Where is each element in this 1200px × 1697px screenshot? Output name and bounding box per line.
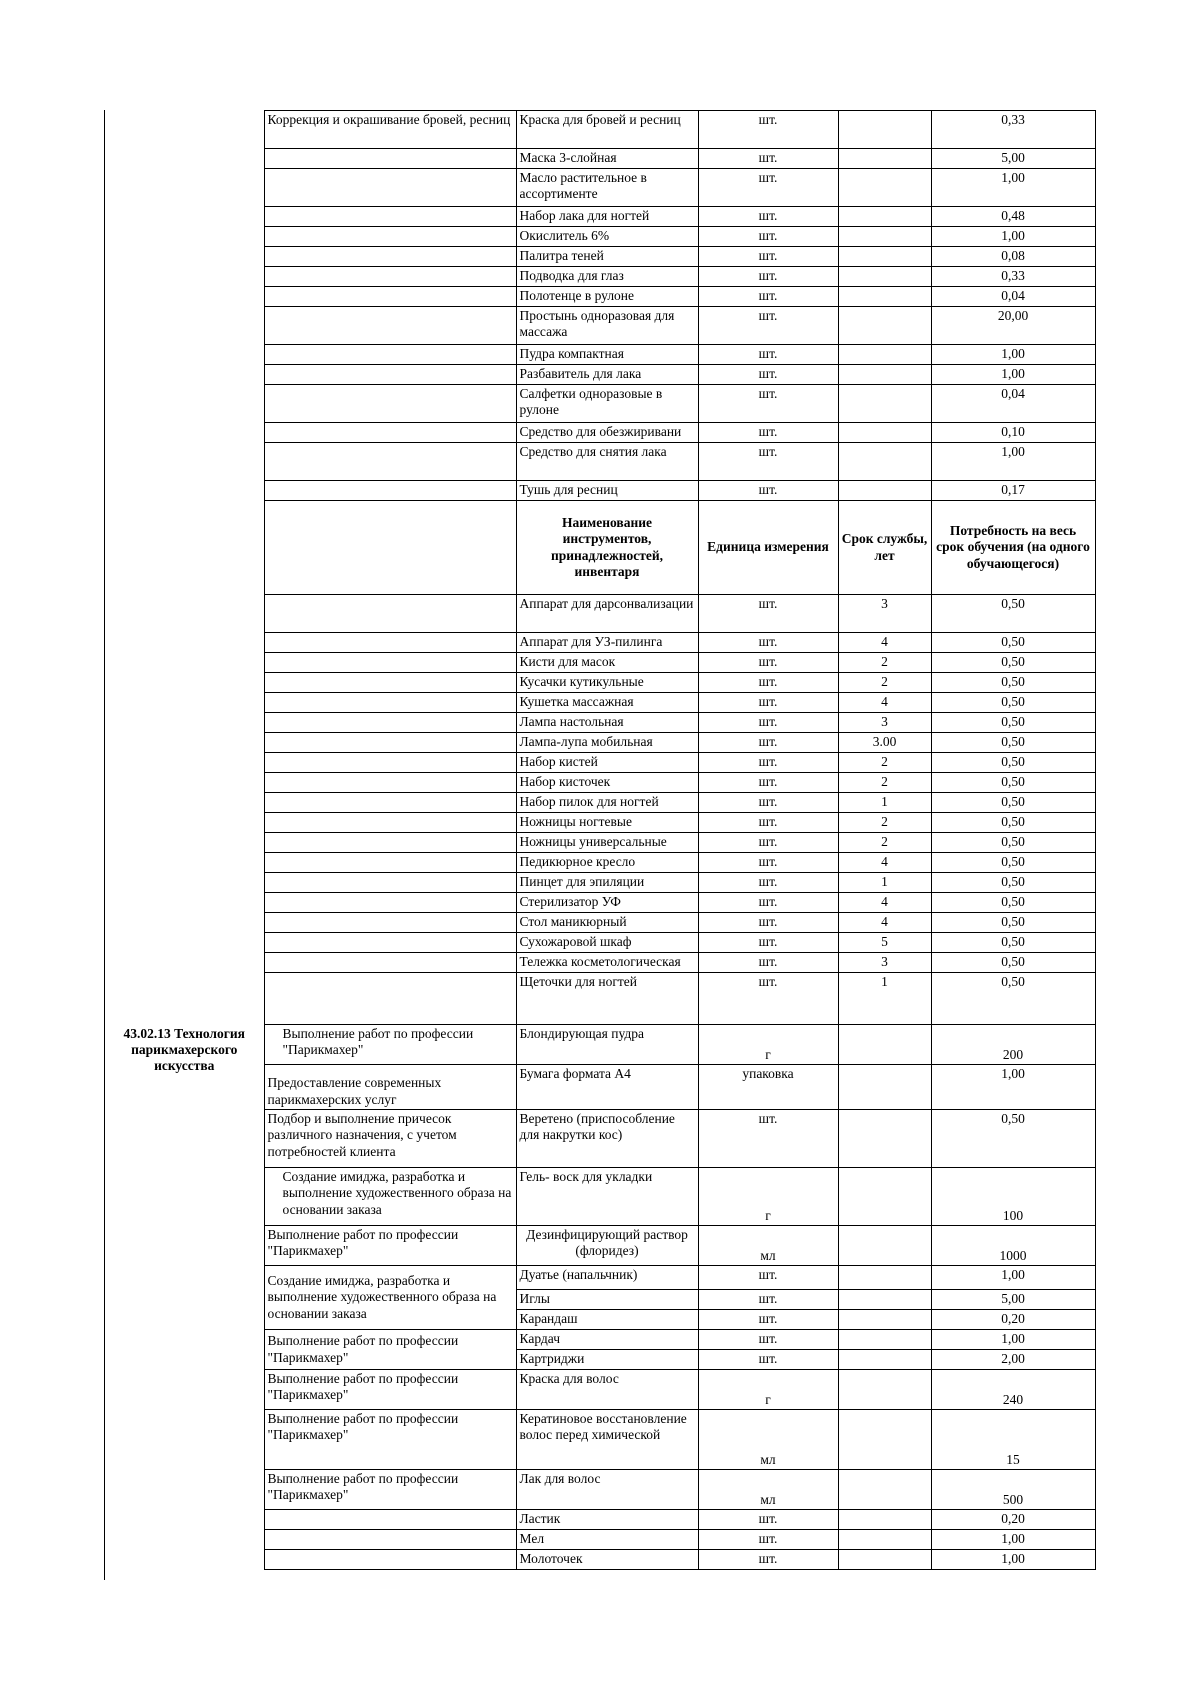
activity-cell [264, 227, 516, 247]
unit-cell: шт. [698, 227, 838, 247]
item-cell: Окислитель 6% [516, 227, 698, 247]
life-cell: 4 [838, 853, 931, 873]
item-cell: Карандаш [516, 1310, 698, 1330]
unit-cell: шт. [698, 813, 838, 833]
need-cell: 100 [931, 1168, 1095, 1226]
activity-cell [264, 149, 516, 169]
activity-cell [264, 443, 516, 481]
need-cell: 1,00 [931, 227, 1095, 247]
life-cell [838, 307, 931, 345]
header-unit: Единица измерения [698, 501, 838, 595]
life-cell [838, 111, 931, 149]
need-cell: 0,50 [931, 693, 1095, 713]
item-cell: Кусачки кутикульные [516, 673, 698, 693]
table-row [105, 111, 1095, 149]
life-cell [838, 1025, 931, 1065]
life-cell [838, 385, 931, 423]
life-cell: 5 [838, 933, 931, 953]
need-cell: 15 [931, 1410, 1095, 1470]
item-cell: Лампа настольная [516, 713, 698, 733]
life-cell [838, 1350, 931, 1370]
life-cell: 1 [838, 873, 931, 893]
item-cell: Маска 3-слойная [516, 149, 698, 169]
life-cell [838, 345, 931, 365]
activity-cell: Создание имиджа, разработка и выполнение художественного образа на основании заказа [264, 1266, 516, 1330]
activity-cell: Коррекция и окрашивание бровей, ресниц [264, 111, 516, 149]
unit-cell: г [698, 1168, 838, 1226]
life-cell [838, 287, 931, 307]
table-row [105, 287, 1095, 307]
unit-cell: шт. [698, 365, 838, 385]
item-cell: Пинцет для эпиляции [516, 873, 698, 893]
need-cell: 1,00 [931, 1330, 1095, 1350]
unit-cell: г [698, 1025, 838, 1065]
item-cell: Стол маникюрный [516, 913, 698, 933]
section-code: 43.02.13 Технология парикмахерского искусства [123, 1025, 245, 1074]
activity-cell: Предоставление современных парикмахерских услуг [264, 1065, 516, 1110]
unit-cell: шт. [698, 1350, 838, 1370]
need-cell: 0,50 [931, 595, 1095, 633]
unit-cell: шт. [698, 793, 838, 813]
item-cell: Иглы [516, 1290, 698, 1310]
unit-cell: шт. [698, 773, 838, 793]
activity-cell [264, 169, 516, 207]
need-cell: 0,50 [931, 833, 1095, 853]
activity-cell [264, 287, 516, 307]
table-row [105, 813, 1095, 833]
unit-cell: шт. [698, 307, 838, 345]
need-cell: 0,50 [931, 813, 1095, 833]
unit-cell: шт. [698, 443, 838, 481]
unit-cell: шт. [698, 953, 838, 973]
life-cell: 4 [838, 693, 931, 713]
life-cell: 1 [838, 973, 931, 1025]
need-cell: 1,00 [931, 169, 1095, 207]
life-cell [838, 1510, 931, 1530]
activity-cell: Выполнение работ по профессии "Парикмахер" [264, 1226, 516, 1266]
need-cell: 1,00 [931, 1266, 1095, 1290]
item-cell: Разбавитель для лака [516, 365, 698, 385]
activity-cell: Выполнение работ по профессии "Парикмахер" [264, 1470, 516, 1510]
need-cell: 1,00 [931, 1065, 1095, 1110]
unit-cell: упаковка [698, 1065, 838, 1110]
item-cell: Набор лака для ногтей [516, 207, 698, 227]
table-row [105, 307, 1095, 345]
unit-cell: шт. [698, 1266, 838, 1290]
need-cell: 0,17 [931, 481, 1095, 501]
unit-cell: шт. [698, 111, 838, 149]
life-cell [838, 1330, 931, 1350]
table-row [105, 423, 1095, 443]
activity-cell [264, 385, 516, 423]
unit-cell: шт. [698, 1330, 838, 1350]
activity-cell [264, 481, 516, 501]
table-row [105, 227, 1095, 247]
unit-cell: шт. [698, 633, 838, 653]
table-row [105, 345, 1095, 365]
life-cell [838, 1065, 931, 1110]
item-cell: Ножницы универсальные [516, 833, 698, 853]
life-cell: 3.00 [838, 733, 931, 753]
item-cell: Полотенце в рулоне [516, 287, 698, 307]
life-cell [838, 481, 931, 501]
item-cell: Набор пилок для ногтей [516, 793, 698, 813]
life-cell [838, 227, 931, 247]
need-cell: 0,50 [931, 673, 1095, 693]
unit-cell: шт. [698, 481, 838, 501]
life-cell [838, 1110, 931, 1168]
need-cell: 0,50 [931, 853, 1095, 873]
header-empty-cell [264, 501, 516, 595]
activity-cell: Подбор и выполнение причесок различного назначения, с учетом потребностей клиента [264, 1110, 516, 1168]
unit-cell: мл [698, 1226, 838, 1266]
need-cell: 0,04 [931, 287, 1095, 307]
life-cell [838, 267, 931, 287]
item-cell: Подводка для глаз [516, 267, 698, 287]
item-cell: Краска для бровей и ресниц [516, 111, 698, 149]
life-cell [838, 423, 931, 443]
need-cell: 0,50 [931, 793, 1095, 813]
item-cell: Салфетки одноразовые в рулоне [516, 385, 698, 423]
header-need: Потребность на весь срок обучения (на одного обучающегося) [931, 501, 1095, 595]
item-cell: Простынь одноразовая для массажа [516, 307, 698, 345]
need-cell: 0,48 [931, 207, 1095, 227]
life-cell [838, 365, 931, 385]
unit-cell: шт. [698, 1290, 838, 1310]
activity-cell [264, 247, 516, 267]
need-cell: 20,00 [931, 307, 1095, 345]
need-cell: 0,50 [931, 653, 1095, 673]
table-row [105, 973, 1095, 1025]
activity-cell [264, 267, 516, 287]
unit-cell: шт. [698, 345, 838, 365]
table-row [105, 893, 1095, 913]
table-row [105, 873, 1095, 893]
unit-cell: шт. [698, 385, 838, 423]
activity-cell [264, 1510, 516, 1530]
item-cell: Кушетка массажная [516, 693, 698, 713]
unit-cell: шт. [698, 713, 838, 733]
need-cell: 0,50 [931, 913, 1095, 933]
table-row [105, 853, 1095, 873]
life-cell [838, 1410, 931, 1470]
activity-cell: Выполнение работ по профессии "Парикмахер" [264, 1025, 516, 1065]
need-cell: 1,00 [931, 345, 1095, 365]
unit-cell: шт. [698, 913, 838, 933]
unit-cell: шт. [698, 693, 838, 713]
unit-cell: шт. [698, 653, 838, 673]
need-cell: 1,00 [931, 365, 1095, 385]
need-cell: 0,33 [931, 111, 1095, 149]
need-cell: 0,50 [931, 773, 1095, 793]
table-row [105, 633, 1095, 653]
item-cell: Аппарат для дарсонвализации [516, 595, 698, 633]
need-cell: 1000 [931, 1226, 1095, 1266]
table-row [105, 913, 1095, 933]
life-cell: 2 [838, 753, 931, 773]
item-cell: Дезинфицирующий раствор (флоридез) [516, 1226, 698, 1266]
activity-cell: Создание имиджа, разработка и выполнение художественного образа на основании заказа [264, 1168, 516, 1226]
unit-cell: шт. [698, 1550, 838, 1570]
unit-cell: шт. [698, 169, 838, 207]
item-cell: Мел [516, 1530, 698, 1550]
life-cell: 4 [838, 633, 931, 653]
need-cell: 0,50 [931, 633, 1095, 653]
need-cell: 1,00 [931, 1550, 1095, 1570]
item-cell: Тележка косметологическая [516, 953, 698, 973]
table-row [105, 207, 1095, 227]
item-cell: Ножницы ногтевые [516, 813, 698, 833]
need-cell: 0,50 [931, 733, 1095, 753]
item-cell: Сухожаровой шкаф [516, 933, 698, 953]
need-cell: 0,20 [931, 1310, 1095, 1330]
activity-cell [264, 365, 516, 385]
item-cell: Дуатье (напальчник) [516, 1266, 698, 1290]
activity-cell [264, 1550, 516, 1570]
need-cell: 0,50 [931, 893, 1095, 913]
unit-cell: шт. [698, 753, 838, 773]
table-row [105, 933, 1095, 953]
unit-cell: шт. [698, 893, 838, 913]
life-cell: 3 [838, 713, 931, 733]
unit-cell: шт. [698, 933, 838, 953]
need-cell: 0,50 [931, 933, 1095, 953]
table-row [105, 481, 1095, 501]
life-cell: 2 [838, 773, 931, 793]
item-cell: Тушь для ресниц [516, 481, 698, 501]
unit-cell: шт. [698, 1310, 838, 1330]
activity-cell [264, 207, 516, 227]
unit-cell: шт. [698, 1110, 838, 1168]
life-cell: 4 [838, 913, 931, 933]
table-row [105, 595, 1095, 633]
life-cell: 3 [838, 595, 931, 633]
item-cell: Картриджи [516, 1350, 698, 1370]
life-cell: 2 [838, 813, 931, 833]
life-cell [838, 247, 931, 267]
need-cell: 1,00 [931, 443, 1095, 481]
need-cell: 0,04 [931, 385, 1095, 423]
table-row [105, 169, 1095, 207]
item-cell: Кардач [516, 1330, 698, 1350]
life-cell [838, 1550, 931, 1570]
life-cell [838, 1266, 931, 1290]
table-row [105, 773, 1095, 793]
need-cell: 0,50 [931, 873, 1095, 893]
item-cell: Кисти для масок [516, 653, 698, 673]
materials-table [105, 110, 1096, 1570]
life-cell [838, 1530, 931, 1550]
life-cell [838, 207, 931, 227]
item-cell: Лак для волос [516, 1470, 698, 1510]
need-cell: 5,00 [931, 149, 1095, 169]
item-cell: Щеточки для ногтей [516, 973, 698, 1025]
item-cell: Блондирующая пудра [516, 1025, 698, 1065]
table-row [105, 385, 1095, 423]
activity-cell [264, 345, 516, 365]
life-cell [838, 1168, 931, 1226]
unit-cell: шт. [698, 207, 838, 227]
life-cell [838, 169, 931, 207]
activity-cell: Выполнение работ по профессии "Парикмахер" [264, 1370, 516, 1410]
activity-cell: Выполнение работ по профессии "Парикмахер" [264, 1330, 516, 1370]
life-cell [838, 1226, 931, 1266]
life-cell [838, 443, 931, 481]
unit-cell: мл [698, 1410, 838, 1470]
need-cell: 0,08 [931, 247, 1095, 267]
item-cell: Пудра компактная [516, 345, 698, 365]
unit-cell: шт. [698, 287, 838, 307]
item-cell: Краска для волос [516, 1370, 698, 1410]
table-row [105, 149, 1095, 169]
life-cell [838, 1290, 931, 1310]
life-cell: 3 [838, 953, 931, 973]
item-cell: Лампа-лупа мобильная [516, 733, 698, 753]
life-cell: 1 [838, 793, 931, 813]
item-cell: Набор кисточек [516, 773, 698, 793]
need-cell: 5,00 [931, 1290, 1095, 1310]
unit-cell: шт. [698, 247, 838, 267]
item-cell: Ластик [516, 1510, 698, 1530]
table-row [105, 653, 1095, 673]
unit-cell: шт. [698, 873, 838, 893]
unit-cell: мл [698, 1470, 838, 1510]
table-row [105, 693, 1095, 713]
table-row [105, 713, 1095, 733]
unit-cell: шт. [698, 595, 838, 633]
unit-cell: шт. [698, 1510, 838, 1530]
activity-cell [264, 307, 516, 345]
unit-cell: шт. [698, 673, 838, 693]
life-cell: 2 [838, 673, 931, 693]
table-row [105, 365, 1095, 385]
table-row [105, 833, 1095, 853]
item-cell: Масло растительное в ассортименте [516, 169, 698, 207]
item-cell: Кератиновое восстановление волос перед химической [516, 1410, 698, 1470]
header-life: Срок службы, лет [838, 501, 931, 595]
life-cell: 2 [838, 833, 931, 853]
life-cell: 4 [838, 893, 931, 913]
unit-cell: г [698, 1370, 838, 1410]
tools-header-row [105, 501, 1095, 595]
life-cell [838, 1370, 931, 1410]
life-cell [838, 149, 931, 169]
life-cell [838, 1310, 931, 1330]
need-cell: 500 [931, 1470, 1095, 1510]
need-cell: 0,50 [931, 973, 1095, 1025]
item-cell: Стерилизатор УФ [516, 893, 698, 913]
need-cell: 0,50 [931, 953, 1095, 973]
table-row [105, 793, 1095, 813]
item-cell: Набор кистей [516, 753, 698, 773]
need-cell: 240 [931, 1370, 1095, 1410]
item-cell: Аппарат для УЗ-пилинга [516, 633, 698, 653]
need-cell: 0,50 [931, 753, 1095, 773]
need-cell: 200 [931, 1025, 1095, 1065]
need-cell: 0,20 [931, 1510, 1095, 1530]
header-name: Наименование инструментов, принадлежностей, инвентаря [516, 501, 698, 595]
need-cell: 0,10 [931, 423, 1095, 443]
unit-cell: шт. [698, 973, 838, 1025]
table-row [105, 733, 1095, 753]
item-cell: Молоточек [516, 1550, 698, 1570]
unit-cell: шт. [698, 423, 838, 443]
activity-cell [264, 423, 516, 443]
table-row [105, 1025, 1095, 1065]
need-cell: 0,50 [931, 713, 1095, 733]
table-row [105, 247, 1095, 267]
item-cell: Бумага формата А4 [516, 1065, 698, 1110]
activity-cell: Выполнение работ по профессии "Парикмахер" [264, 1410, 516, 1470]
need-cell: 0,33 [931, 267, 1095, 287]
table-row [105, 953, 1095, 973]
table-row [105, 443, 1095, 481]
item-cell: Педикюрное кресло [516, 853, 698, 873]
unit-cell: шт. [698, 1530, 838, 1550]
need-cell: 0,50 [931, 1110, 1095, 1168]
table-row [105, 267, 1095, 287]
unit-cell: шт. [698, 733, 838, 753]
item-cell: Палитра теней [516, 247, 698, 267]
life-cell: 2 [838, 653, 931, 673]
item-cell: Средство для снятия лака [516, 443, 698, 481]
item-cell: Средство для обезжиривани [516, 423, 698, 443]
table-row [105, 753, 1095, 773]
life-cell [838, 1470, 931, 1510]
table-row [105, 673, 1095, 693]
item-cell: Гель- воск для укладки [516, 1168, 698, 1226]
activity-cell [264, 1530, 516, 1550]
unit-cell: шт. [698, 267, 838, 287]
need-cell: 2,00 [931, 1350, 1095, 1370]
unit-cell: шт. [698, 149, 838, 169]
unit-cell: шт. [698, 833, 838, 853]
item-cell: Веретено (приспособление для накрутки кос) [516, 1110, 698, 1168]
unit-cell: шт. [698, 853, 838, 873]
need-cell: 1,00 [931, 1530, 1095, 1550]
